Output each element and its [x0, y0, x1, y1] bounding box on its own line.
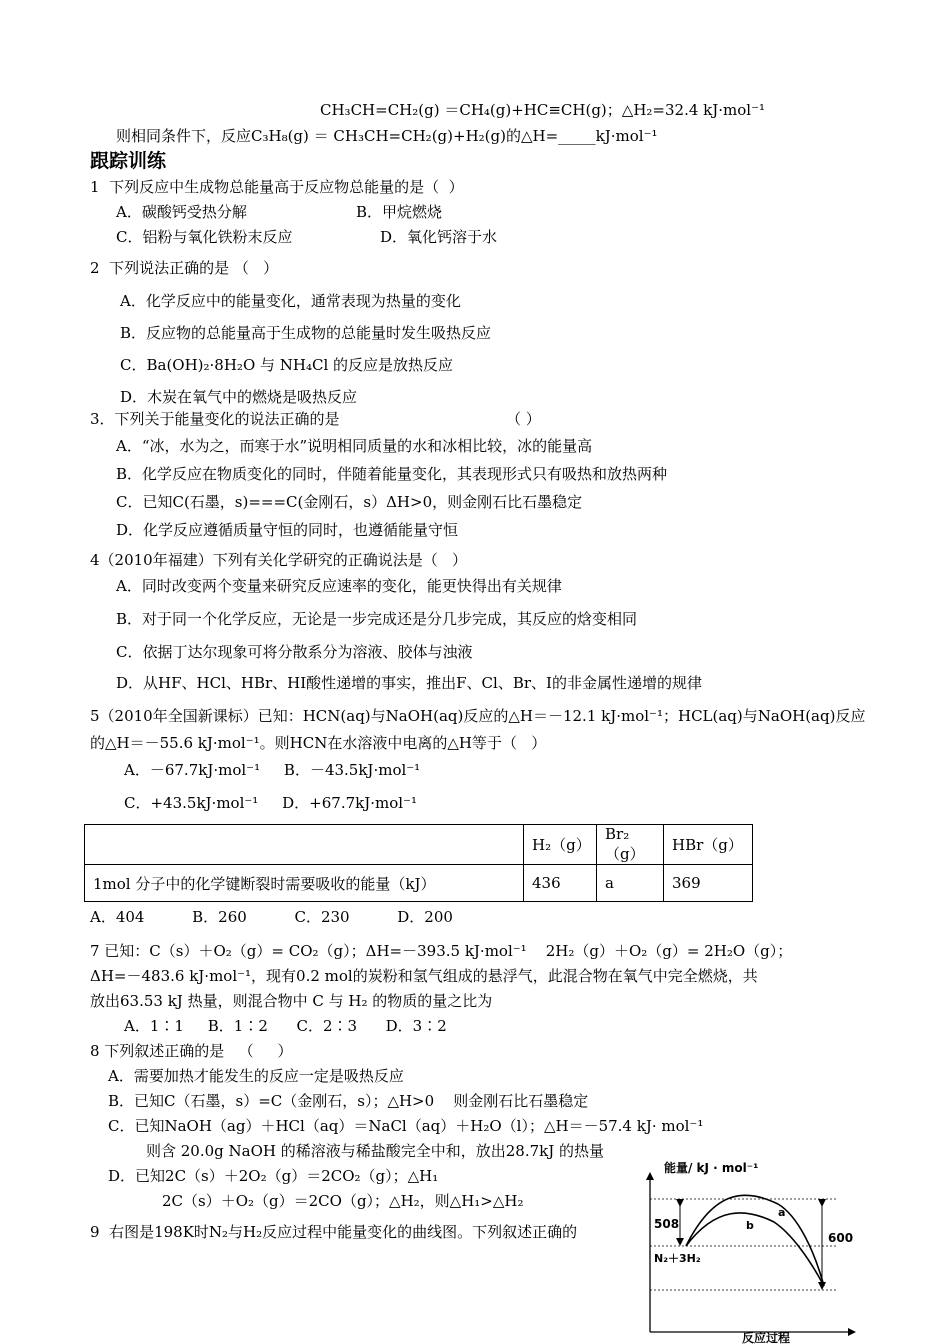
q1-option-b: B．甲烷燃烧 [356, 203, 443, 221]
q3-answer-paren: （ ） [506, 410, 541, 428]
q4-option-b: B．对于同一个化学反应，无论是一步完成还是分几步完成，其反应的焓变相同 [116, 610, 638, 628]
table-cell-empty [85, 825, 524, 865]
q3-option-d: D．化学反应遵循质量守恒的同时，也遵循能量守恒 [116, 521, 459, 539]
q8-option-d-cont: 2C（s）＋O₂（g）＝2CO（g）；△H₂，则△H₁>△H₂ [162, 1192, 524, 1210]
q1-option-c: C．铝粉与氧化铁粉末反应 [116, 228, 293, 246]
q5-stem-line1: 5（2010年全国新课标）已知：HCN(aq)与NaOH(aq)反应的△H＝－12.1 kJ·mol⁻¹；HCL(aq)与NaOH(aq)反应 [90, 707, 866, 725]
table-row-label: 1mol 分子中的化学键断裂时需要吸收的能量（kJ） [85, 865, 524, 902]
q1-option-d: D．氧化钙溶于水 [380, 228, 498, 246]
section-heading: 跟踪训练 [90, 150, 167, 172]
q5-stem-line2: 的△H＝－55.6 kJ·mol⁻¹。则HCN在水溶液中电离的△H等于（ ） [90, 734, 547, 752]
q3-option-a: A．“冰，水为之，而寒于水”说明相同质量的水和冰相比较，冰的能量高 [116, 437, 593, 455]
q8-option-c: C．已知NaOH（ag）＋HCl（aq）＝NaCl（aq）＋H₂O（l）；△H＝－57.4 kJ· mol⁻¹ [108, 1117, 704, 1135]
curve-a-label: a [778, 1206, 786, 1219]
q7-stem-line2: ΔH=－483.6 kJ·mol⁻¹，现有0.2 mol的炭粉和氢气组成的悬浮气，此混合物在氧气中完全燃烧，共 [90, 967, 758, 985]
q5-options-ab: A．－67.7kJ·mol⁻¹ B．－43.5kJ·mol⁻¹ [124, 761, 421, 779]
q2-option-b: B．反应物的总能量高于生成物的总能量时发生吸热反应 [120, 324, 492, 342]
q2-option-d: D．木炭在氧气中的燃烧是吸热反应 [120, 388, 358, 406]
line-question-dh: 则相同条件下，反应C₃H₈(g) ＝ CH₃CH=CH₂(g)+H₂(g)的△H=_____kJ·mol⁻¹ [116, 127, 658, 145]
q4-option-a: A．同时改变两个变量来研究反应速率的变化，能更快得出有关规律 [116, 577, 562, 595]
reactants-label: N₂＋3H₂ [654, 1252, 701, 1265]
q7-stem-line3: 放出63.53 kJ 热量，则混合物中 C 与 H₂ 的物质的量之比为 [90, 992, 493, 1010]
table-header-br2: Br₂（g） [597, 825, 664, 865]
q4-option-c: C．依据丁达尔现象可将分散系分为溶液、胶体与浊液 [116, 643, 473, 661]
table-row [85, 825, 753, 865]
q2-option-a: A．化学反应中的能量变化，通常表现为热量的变化 [120, 292, 461, 310]
table-header-hbr: HBr（g） [664, 825, 753, 865]
curve-b [686, 1213, 824, 1286]
q1-option-a: A．碳酸钙受热分解 [116, 203, 247, 221]
q7-options: A．1∶1 B．1∶2 C．2∶3 D．3∶2 [124, 1017, 447, 1035]
label-508: 508 [654, 1217, 680, 1231]
q2-stem: 2 下列说法正确的是 （ ） [90, 259, 279, 277]
q8-option-c-cont: 则含 20.0g NaOH 的稀溶液与稀盐酸完全中和，放出28.7kJ 的热量 [146, 1142, 605, 1160]
energy-diagram [628, 1150, 868, 1344]
y-axis-label: 能量/ kJ · mol⁻¹ [664, 1161, 759, 1175]
x-axis-label: 反应过程 [742, 1331, 791, 1344]
q2-option-c: C．Ba(OH)₂·8H₂O 与 NH₄Cl 的反应是放热反应 [120, 356, 454, 374]
q5-options-cd: C．+43.5kJ·mol⁻¹ D．+67.7kJ·mol⁻¹ [124, 794, 417, 812]
line-dh2: CH₃CH=CH₂(g) ＝CH₄(g)+HC≡CH(g)；△H₂=32.4 kJ·mol⁻¹ [320, 101, 765, 119]
table-value-hbr: 369 [664, 865, 753, 902]
q1-stem: 1 下列反应中生成物总能量高于反应物总能量的是（ ） [90, 178, 464, 196]
label-600: 600 [828, 1231, 854, 1245]
q8-option-a: A．需要加热才能发生的反应一定是吸热反应 [108, 1067, 404, 1085]
q3-option-c: C．已知C(石墨，s)===C(金刚石，s）ΔH>0，则金刚石比石墨稳定 [116, 493, 583, 511]
q4-option-d: D．从HF、HCl、HBr、HI酸性递增的事实，推出F、Cl、Br、I的非金属性递增的规律 [116, 674, 702, 692]
table-value-br2: a [597, 865, 664, 902]
curve-a [686, 1195, 824, 1286]
q8-option-b: B．已知C（石墨，s）=C（金刚石，s）；△H>0 则金刚石比石墨稳定 [108, 1092, 589, 1110]
q3-option-b: B．化学反应在物质变化的同时，伴随着能量变化，其表现形式只有吸热和放热两种 [116, 465, 668, 483]
q3-stem: 3．下列关于能量变化的说法正确的是 [90, 410, 340, 428]
q6-options: A．404 B．260 C．230 D．200 [90, 908, 453, 926]
q8-stem: 8 下列叙述正确的是 （ ） [90, 1042, 293, 1060]
q8-option-d: D．已知2C（s）＋2O₂（g）＝2CO₂（g）；△H₁ [108, 1167, 439, 1185]
q4-stem: 4（2010年福建）下列有关化学研究的正确说法是（ ） [90, 551, 468, 569]
table-value-h2: 436 [524, 865, 597, 902]
q7-stem-line1: 7 已知：C（s）＋O₂（g）= CO₂（g）；ΔH=－393.5 kJ·mol⁻¹ 2H₂（g）＋O₂（g）= 2H₂O（g）； [90, 942, 793, 960]
bond-energy-table [84, 824, 753, 902]
curve-b-label: b [746, 1219, 754, 1232]
table-header-h2: H₂（g） [524, 825, 597, 865]
table-row [85, 865, 753, 902]
q9-stem: 9 右图是198K时N₂与H₂反应过程中能量变化的曲线图。下列叙述正确的 [90, 1223, 578, 1241]
